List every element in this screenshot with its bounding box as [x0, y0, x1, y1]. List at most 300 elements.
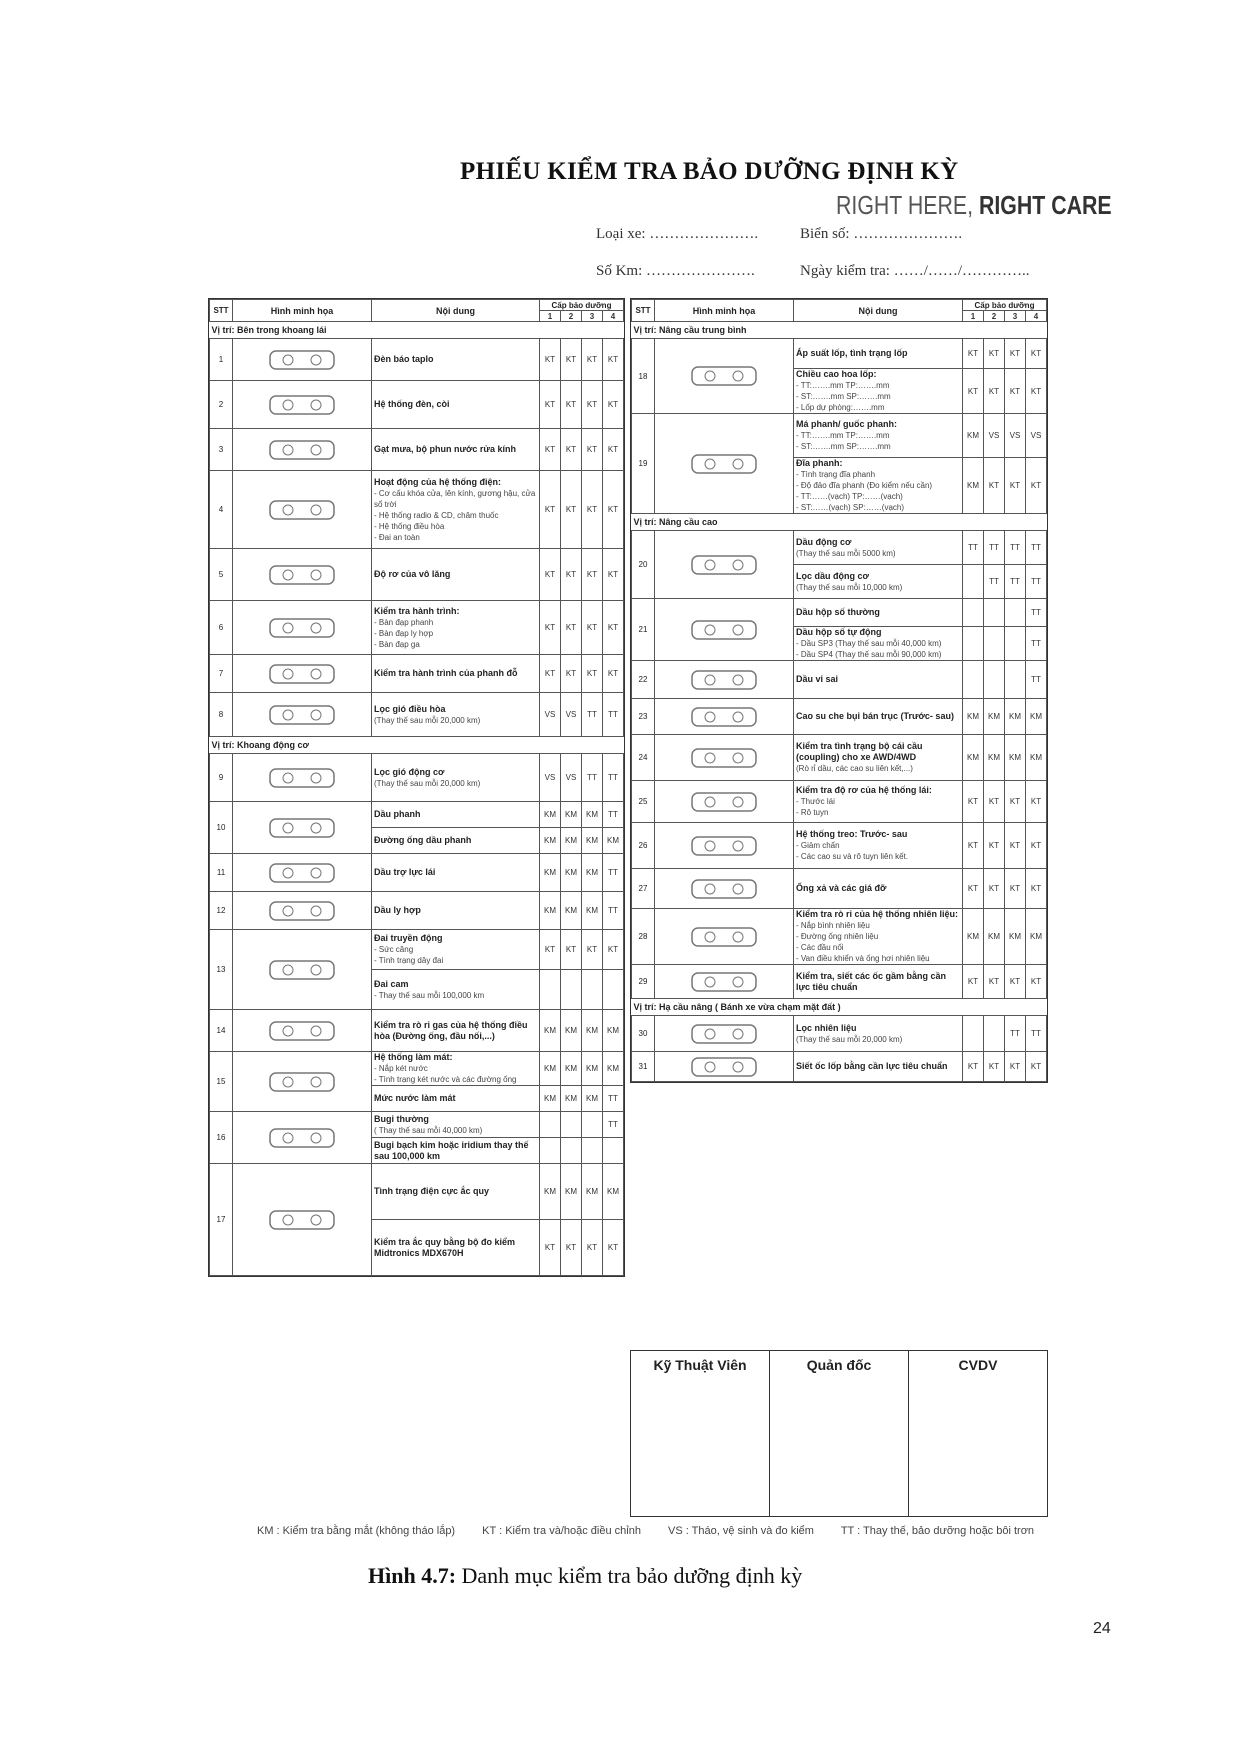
col-level-2: 2	[561, 311, 582, 322]
level-4-value: KT	[1026, 823, 1047, 869]
illustration-icon	[657, 789, 791, 815]
section-label: Vị trí: Bên trong khoang lái	[210, 322, 624, 339]
item-number: 31	[632, 1052, 655, 1082]
level-4-value: KT	[1026, 458, 1047, 514]
item-illustration	[233, 549, 372, 601]
table-row	[632, 869, 1047, 909]
level-4-value: TT	[603, 854, 624, 892]
item-number: 16	[210, 1112, 233, 1164]
level-3-value: KM	[582, 802, 603, 828]
level-1-value: KT	[540, 381, 561, 429]
table-row	[632, 823, 1047, 869]
level-1-value: VS	[540, 754, 561, 802]
item-detail: (Thay thế sau mỗi 20,000 km)	[374, 715, 481, 725]
item-content	[794, 627, 963, 661]
item-number: 7	[210, 655, 233, 693]
item-content	[372, 339, 540, 381]
item-number: 10	[210, 802, 233, 854]
item-title: Kiểm tra, siết các ốc gầm bằng cần lực tiêu chuẩn	[796, 970, 947, 992]
level-1-value: KM	[540, 892, 561, 930]
level-1-value: KT	[540, 601, 561, 655]
level-3-value: KM	[1005, 735, 1026, 781]
item-illustration	[233, 854, 372, 892]
level-2-value: KM	[561, 854, 582, 892]
item-illustration	[655, 414, 794, 514]
level-3-value: KT	[582, 471, 603, 549]
col-level-3: 3	[1005, 311, 1026, 322]
item-content	[794, 1052, 963, 1082]
col-illustration: Hình minh họa	[655, 300, 794, 322]
level-2-value: KM	[561, 802, 582, 828]
level-3-value: KT	[1005, 369, 1026, 414]
item-detail: (Thay thế sau mỗi 20,000 km)	[796, 1034, 903, 1044]
right-table	[631, 299, 1047, 1082]
item-title: Dầu phanh	[374, 809, 421, 819]
item-title: Dầu vi sai	[796, 674, 839, 684]
illustration-icon	[235, 957, 369, 983]
item-content	[794, 909, 963, 965]
item-illustration	[655, 1016, 794, 1052]
section-label: Vị trí: Khoang động cơ	[210, 737, 624, 754]
table-row	[632, 531, 1047, 565]
item-detail: - Sức căng - Tình trạng dây đai	[374, 945, 444, 965]
item-illustration	[655, 909, 794, 965]
level-3-value: KT	[582, 429, 603, 471]
col-illustration: Hình minh họa	[233, 300, 372, 322]
left-table	[209, 299, 624, 1276]
item-title: Lọc nhiên liệu	[796, 1022, 857, 1033]
item-content	[372, 693, 540, 737]
level-4-value: TT	[603, 1086, 624, 1112]
level-4-value: TT	[603, 1112, 624, 1138]
item-title: Kiểm tra độ rơ của hệ thống lái:	[796, 785, 932, 795]
item-title: Lọc dầu động cơ	[796, 570, 869, 581]
item-title: Kiểm tra rò rỉ gas của hệ thống điều hòa (Đường ống, đầu nối,...)	[374, 1019, 528, 1041]
item-content	[794, 458, 963, 514]
item-number: 24	[632, 735, 655, 781]
item-title: Mức nước làm mát	[374, 1093, 456, 1103]
legend-km: KM : Kiểm tra bằng mắt (không tháo lắp)	[257, 1525, 456, 1537]
level-2-value: KT	[984, 1052, 1005, 1082]
level-4-value: KT	[603, 930, 624, 970]
level-1-value	[963, 565, 984, 599]
level-2-value: KT	[984, 369, 1005, 414]
table-row	[210, 655, 624, 693]
item-illustration	[233, 471, 372, 549]
col-stt: STT	[210, 300, 233, 322]
section-label: Vị trí: Nâng cầu cao	[632, 514, 1047, 531]
col-level-4: 4	[1026, 311, 1047, 322]
item-title: Dầu hộp số thường	[796, 607, 880, 617]
signature-box	[630, 1350, 1048, 1517]
item-content	[372, 655, 540, 693]
item-content	[372, 471, 540, 549]
level-4-value: TT	[603, 693, 624, 737]
level-2-value: KM	[984, 909, 1005, 965]
illustration-icon	[235, 898, 369, 924]
slogan	[836, 190, 1112, 221]
sig-ktv: Kỹ Thuật Viên	[631, 1351, 770, 1516]
level-2-value: KT	[984, 869, 1005, 909]
table-row	[632, 699, 1047, 735]
item-detail: - Dầu SP3 (Thay thế sau mỗi 40,000 km) - Dầu SP4 (Thay thế sau mỗi 90,000 km)	[796, 639, 942, 659]
legend-vs: VS : Tháo, vệ sinh và đo kiểm	[668, 1525, 814, 1537]
table-row	[210, 429, 624, 471]
table-row	[632, 909, 1047, 965]
level-3-value: KT	[1005, 458, 1026, 514]
col-content: Nội dung	[794, 300, 963, 322]
item-content	[794, 781, 963, 823]
level-4-value: KM	[1026, 699, 1047, 735]
level-2-value	[984, 1016, 1005, 1052]
level-4-value: TT	[1026, 599, 1047, 627]
table-row	[632, 339, 1047, 369]
col-level-3: 3	[582, 311, 603, 322]
table-row	[210, 471, 624, 549]
level-2-value: KT	[984, 965, 1005, 999]
item-number: 23	[632, 699, 655, 735]
item-illustration	[233, 1052, 372, 1112]
item-title: Dầu ly hợp	[374, 905, 421, 915]
item-title: Tình trạng điện cực ắc quy	[374, 1186, 490, 1196]
item-number: 20	[632, 531, 655, 599]
level-2-value: KM	[561, 1164, 582, 1220]
item-title: Chiều cao hoa lốp:	[796, 369, 877, 379]
item-content	[794, 565, 963, 599]
item-title: Áp suất lốp, tình trạng lốp	[796, 348, 908, 358]
illustration-icon	[657, 704, 791, 730]
item-illustration	[655, 735, 794, 781]
level-1-value: TT	[963, 531, 984, 565]
item-detail: (Thay thế sau mỗi 5000 km)	[796, 548, 896, 558]
item-detail: - Thước lái - Rô tuyn	[796, 797, 835, 817]
item-illustration	[655, 965, 794, 999]
item-title: Bugi bạch kim hoặc iridium thay thế sau 100,000 km	[374, 1139, 529, 1161]
table-row	[632, 599, 1047, 627]
level-4-value: TT	[1026, 565, 1047, 599]
illustration-icon	[235, 437, 369, 463]
item-number: 8	[210, 693, 233, 737]
level-2-value: KM	[984, 735, 1005, 781]
item-detail: (Thay thế sau mỗi 20,000 km)	[374, 778, 481, 788]
item-number: 4	[210, 471, 233, 549]
level-4-value: TT	[1026, 1016, 1047, 1052]
item-content	[372, 1112, 540, 1138]
item-content	[372, 970, 540, 1010]
item-number: 13	[210, 930, 233, 1010]
level-2-value	[984, 599, 1005, 627]
col-level: Cấp bảo dưỡng	[540, 300, 624, 311]
item-content	[794, 965, 963, 999]
level-1-value: KT	[540, 549, 561, 601]
item-number: 27	[632, 869, 655, 909]
slogan-part-b: RIGHT CARE	[978, 190, 1112, 220]
item-title: Kiểm tra hành trình:	[374, 605, 460, 616]
level-1-value	[963, 599, 984, 627]
level-4-value: TT	[603, 754, 624, 802]
item-title: Kiểm tra tình trạng bộ cái cầu (coupling) cho xe AWD/4WD	[796, 741, 923, 762]
level-1-value: KT	[540, 429, 561, 471]
item-content	[794, 699, 963, 735]
item-content	[372, 802, 540, 828]
level-3-value: KT	[582, 381, 603, 429]
item-illustration	[233, 655, 372, 693]
level-1-value: KM	[540, 1086, 561, 1112]
item-detail: - Giảm chấn - Các cao su và rô tuyn liên kết.	[796, 841, 909, 861]
item-detail: - Nắp bình nhiên liệu - Đường ống nhiên liệu - Các đầu nối - Van điều khiển và ống hơi nhiên liệu	[796, 921, 930, 963]
level-4-value: KM	[1026, 735, 1047, 781]
item-detail: - TT:…….mm TP:…….mm - ST:…….mm SP:…….mm - Lốp dự phòng:…….mm	[796, 381, 891, 412]
item-title: Kiểm tra ắc quy bằng bộ đo kiểm Midtronics MDX670H	[374, 1236, 516, 1258]
item-content	[794, 599, 963, 627]
item-number: 26	[632, 823, 655, 869]
section-label: Vị trí: Hạ cầu nâng ( Bánh xe vừa chạm mặt đất )	[632, 999, 1047, 1016]
item-title: Đai truyền động	[374, 933, 443, 943]
level-3-value: KM	[582, 854, 603, 892]
table-row	[632, 1016, 1047, 1052]
item-detail: - Tình trạng đĩa phanh - Độ đảo đĩa phanh (Đo kiểm nếu cần) - TT:……(vạch) TP:……(vạch) - ST:……(vạch) SP:……(vạch)	[796, 470, 933, 512]
illustration-icon	[657, 924, 791, 950]
item-content	[794, 369, 963, 414]
level-3-value: KM	[582, 892, 603, 930]
item-number: 28	[632, 909, 655, 965]
illustration-icon	[235, 815, 369, 841]
item-illustration	[233, 601, 372, 655]
item-title: Độ rơ của vô lăng	[374, 569, 451, 579]
level-2-value: KT	[561, 655, 582, 693]
level-1-value: KM	[963, 909, 984, 965]
item-number: 14	[210, 1010, 233, 1052]
level-4-value: KT	[1026, 369, 1047, 414]
level-3-value	[1005, 627, 1026, 661]
illustration-icon	[657, 1021, 791, 1047]
level-2-value: KT	[561, 339, 582, 381]
level-2-value: KT	[561, 930, 582, 970]
level-1-value	[963, 627, 984, 661]
illustration-icon	[235, 347, 369, 373]
level-2-value: KT	[984, 823, 1005, 869]
level-4-value: KM	[603, 1010, 624, 1052]
item-title: Dầu hộp số tự động	[796, 627, 882, 637]
item-detail: - Thay thế sau mỗi 100,000 km	[374, 990, 485, 1000]
level-2-value: KM	[984, 699, 1005, 735]
item-title: Hệ thống treo: Trước- sau	[796, 829, 908, 839]
table-row	[632, 735, 1047, 781]
table-row	[632, 414, 1047, 458]
sig-quan-doc: Quản đốc	[770, 1351, 909, 1516]
level-2-value	[984, 661, 1005, 699]
item-number: 18	[632, 339, 655, 414]
level-3-value: KM	[1005, 699, 1026, 735]
illustration-icon	[657, 745, 791, 771]
level-2-value	[561, 1138, 582, 1164]
table-row	[210, 1112, 624, 1138]
level-1-value: KM	[540, 1052, 561, 1086]
level-1-value: KT	[540, 339, 561, 381]
illustration-icon	[235, 562, 369, 588]
level-1-value: KM	[540, 1164, 561, 1220]
item-detail: - Bàn đạp phanh - Bàn đạp ly hợp - Bàn đạp ga	[374, 617, 434, 649]
table-row	[632, 661, 1047, 699]
level-3-value: KT	[1005, 781, 1026, 823]
item-illustration	[655, 599, 794, 661]
level-2-value: KT	[561, 1220, 582, 1276]
item-title: Hoạt động của hệ thống điện:	[374, 476, 501, 487]
level-3-value: KT	[1005, 869, 1026, 909]
item-content	[372, 381, 540, 429]
table-row	[210, 930, 624, 970]
item-illustration	[655, 823, 794, 869]
level-4-value: KT	[603, 471, 624, 549]
col-level-1: 1	[963, 311, 984, 322]
item-number: 15	[210, 1052, 233, 1112]
item-content	[372, 1164, 540, 1220]
illustration-icon	[235, 765, 369, 791]
illustration-icon	[657, 363, 791, 389]
level-2-value: KM	[561, 1086, 582, 1112]
form-title: PHIẾU KIỂM TRA BẢO DƯỠNG ĐỊNH KỲ	[460, 158, 959, 185]
level-2-value: KT	[984, 339, 1005, 369]
item-content	[372, 930, 540, 970]
item-detail: ( Thay thế sau mỗi 40,000 km)	[374, 1125, 483, 1135]
item-content	[372, 1052, 540, 1086]
table-header-row	[632, 300, 1047, 311]
level-4-value: KM	[603, 828, 624, 854]
level-4-value: KT	[603, 381, 624, 429]
item-title: Cao su che bụi bán trục (Trước- sau)	[796, 711, 954, 721]
item-content	[794, 1016, 963, 1052]
level-3-value: TT	[582, 754, 603, 802]
level-1-value: KM	[540, 802, 561, 828]
level-1-value	[540, 970, 561, 1010]
col-stt: STT	[632, 300, 655, 322]
level-2-value	[561, 970, 582, 1010]
item-illustration	[233, 802, 372, 854]
illustration-icon	[235, 860, 369, 886]
level-1-value: KM	[963, 699, 984, 735]
legend-kt: KT : Kiểm tra và/hoặc điều chỉnh	[482, 1525, 641, 1537]
level-1-value: KT	[963, 781, 984, 823]
level-4-value: KT	[1026, 965, 1047, 999]
item-illustration	[233, 1010, 372, 1052]
level-2-value: VS	[984, 414, 1005, 458]
item-title: Lọc gió điều hòa	[374, 703, 446, 714]
level-3-value: KM	[582, 1010, 603, 1052]
table-row	[210, 1052, 624, 1086]
illustration-icon	[657, 552, 791, 578]
item-number: 17	[210, 1164, 233, 1276]
level-4-value: KM	[603, 1164, 624, 1220]
section-row	[210, 737, 624, 754]
item-number: 25	[632, 781, 655, 823]
level-2-value: KM	[561, 1052, 582, 1086]
level-3-value: KT	[582, 1220, 603, 1276]
item-title: Hệ thống làm mát:	[374, 1052, 453, 1062]
item-content	[794, 531, 963, 565]
table-row	[210, 549, 624, 601]
item-content	[794, 414, 963, 458]
level-3-value: KT	[582, 339, 603, 381]
level-4-value: VS	[1026, 414, 1047, 458]
item-content	[372, 854, 540, 892]
level-3-value: KM	[582, 828, 603, 854]
level-4-value: TT	[1026, 627, 1047, 661]
item-number: 29	[632, 965, 655, 999]
item-content	[372, 549, 540, 601]
item-number: 12	[210, 892, 233, 930]
table-row	[210, 754, 624, 802]
table-row	[210, 693, 624, 737]
table-row	[632, 781, 1047, 823]
item-detail: - Cơ cấu khóa cửa, lên kính, gương hậu, cửa sổ trời - Hệ thống radio & CD, châm thuốc - Hệ thống điều hòa - Đai an toàn	[374, 488, 536, 542]
ngay-kiem-tra-field: Ngày kiểm tra: ……/……/…………..	[800, 263, 1030, 279]
illustration-icon	[235, 392, 369, 418]
level-2-value: KT	[561, 471, 582, 549]
item-title: Má phanh/ guốc phanh:	[796, 419, 897, 429]
level-1-value: KT	[963, 823, 984, 869]
level-3-value: VS	[1005, 414, 1026, 458]
level-3-value	[582, 970, 603, 1010]
item-detail: - Nắp két nước - Tình trạng két nước và các đường ống	[374, 1064, 517, 1084]
level-4-value: KT	[603, 1220, 624, 1276]
item-content	[794, 735, 963, 781]
level-2-value: TT	[984, 531, 1005, 565]
level-4-value: KT	[603, 655, 624, 693]
level-2-value	[561, 1112, 582, 1138]
right-checklist	[630, 298, 1048, 1083]
level-2-value	[984, 627, 1005, 661]
item-content	[794, 661, 963, 699]
so-km-field: Số Km: ………………….	[596, 263, 755, 279]
item-content	[794, 869, 963, 909]
illustration-icon	[657, 969, 791, 995]
level-1-value: KT	[963, 369, 984, 414]
item-number: 9	[210, 754, 233, 802]
item-title: Đĩa phanh:	[796, 458, 843, 468]
item-illustration	[233, 339, 372, 381]
level-4-value: KT	[1026, 1052, 1047, 1082]
level-1-value: KT	[540, 1220, 561, 1276]
caption-label: Hình 4.7:	[368, 1563, 457, 1588]
level-3-value: KT	[582, 601, 603, 655]
table-header-row	[210, 300, 624, 311]
level-4-value: TT	[1026, 661, 1047, 699]
table-row	[210, 854, 624, 892]
level-2-value: KM	[561, 892, 582, 930]
level-1-value: KT	[540, 930, 561, 970]
level-1-value: KM	[540, 828, 561, 854]
item-content	[372, 1010, 540, 1052]
section-row	[210, 322, 624, 339]
level-4-value: TT	[603, 802, 624, 828]
figure-caption	[368, 1563, 802, 1589]
level-2-value: KT	[984, 781, 1005, 823]
item-illustration	[233, 754, 372, 802]
item-title: Bugi thường	[374, 1113, 429, 1124]
illustration-icon	[235, 702, 369, 728]
item-content	[372, 1138, 540, 1164]
level-3-value: KM	[582, 1052, 603, 1086]
level-1-value	[963, 661, 984, 699]
item-content	[794, 823, 963, 869]
item-title: Kiểm tra rò rỉ của hệ thống nhiên liệu:	[796, 909, 959, 919]
item-number: 19	[632, 414, 655, 514]
item-content	[372, 1220, 540, 1276]
item-title: Lọc gió động cơ	[374, 766, 445, 777]
item-number: 3	[210, 429, 233, 471]
item-illustration	[233, 892, 372, 930]
level-2-value: KT	[984, 458, 1005, 514]
